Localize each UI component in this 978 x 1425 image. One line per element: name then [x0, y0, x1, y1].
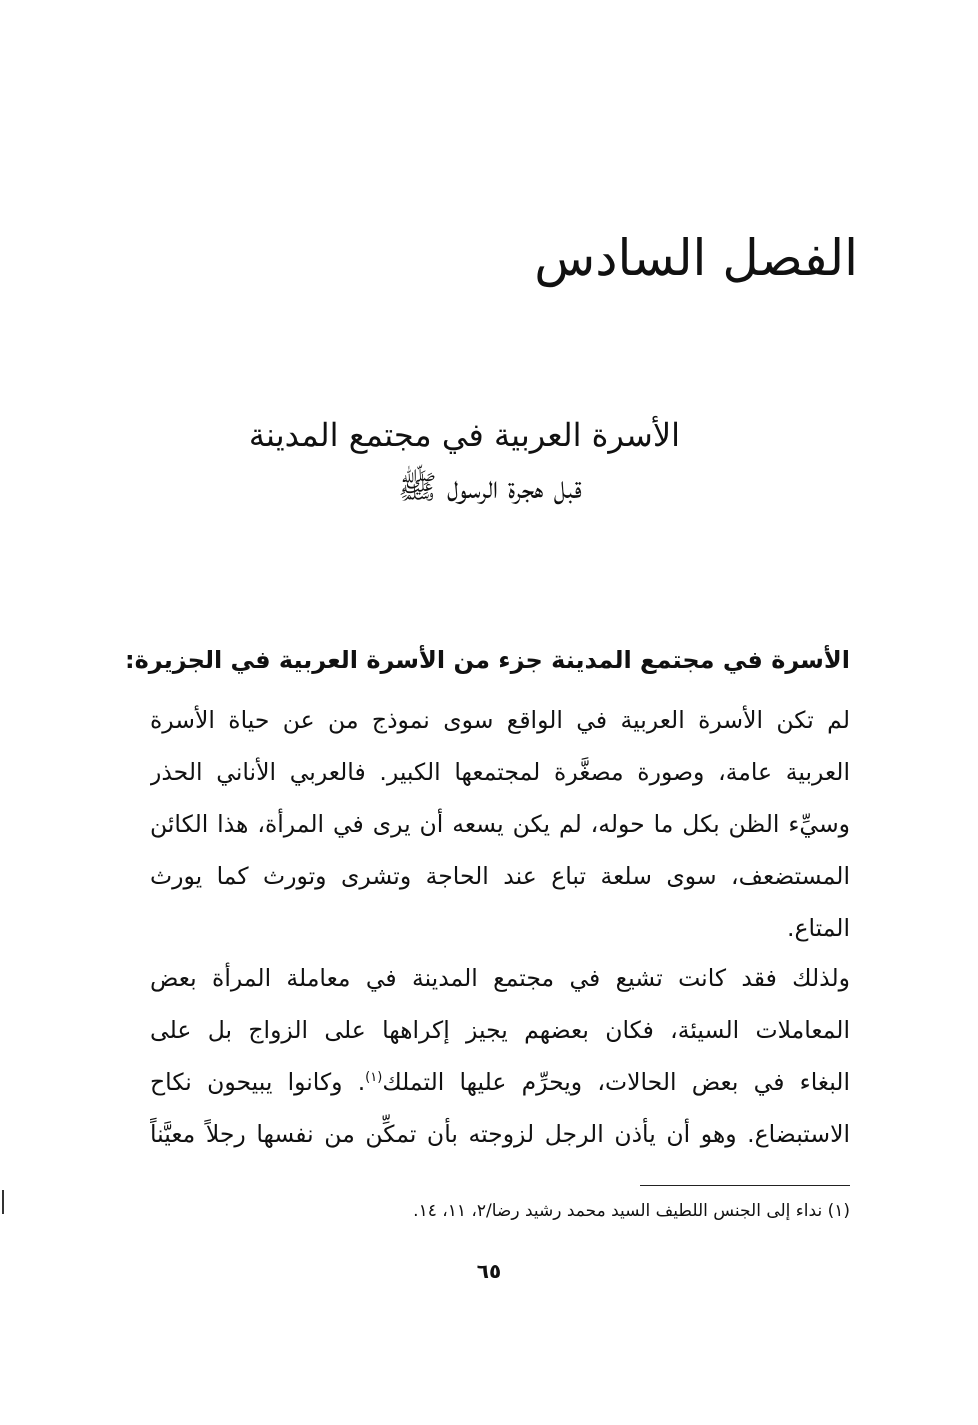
paragraph-line: الاستبضاع. وهو أن يأذن الرجل لزوجته بأن تمكِّن من نفسها رجلاً معيَّناً — [150, 1120, 850, 1148]
footnote-divider — [640, 1185, 850, 1186]
paragraph-line: المعاملات السيئة، فكان بعضهم يجيز إكراهها على الزواج بل على — [150, 1016, 850, 1044]
section-title-line-2: قبل هجرة الرسول ﷺ — [398, 468, 582, 506]
paragraph-line: لم تكن الأسرة العربية في الواقع سوى نموذج من عن حياة الأسرة — [150, 706, 850, 734]
scan-edge-mark — [2, 1190, 4, 1214]
paragraph-line-with-footnote — [150, 1056, 850, 1108]
paragraph-2 — [150, 952, 850, 1160]
footnote-reference: (١) — [365, 1070, 383, 1086]
paragraph-line: المستضعف، سوى سلعة تباع عند الحاجة وتشرى وتورث كما يورث — [150, 862, 850, 890]
page-number: ٦٥ — [476, 1259, 502, 1283]
paragraph-line-start: البغاء في بعض الحالات، ويحرِّم عليها التملك — [382, 1068, 850, 1096]
section-title-line-1: الأسرة العربية في مجتمع المدينة — [248, 416, 680, 454]
paragraph-1 — [150, 694, 850, 954]
subsection-heading: الأسرة في مجتمع المدينة جزء من الأسرة العربية في الجزيرة: — [125, 646, 850, 674]
paragraph-line: ولذلك فقد كانت تشيع في مجتمع المدينة في معاملة المرأة بعض — [150, 964, 850, 992]
paragraph-line: وسيِّء الظن بكل ما حوله، لم يكن يسعه أن يرى في المرأة، هذا الكائن — [150, 810, 850, 838]
footnote: (١) نداء إلى الجنس اللطيف السيد محمد رشيد رضا/٢، ١١، ١٤. — [413, 1201, 850, 1221]
chapter-title: الفصل السادس — [534, 229, 858, 287]
paragraph-line: العربية عامة، وصورة مصغَّرة لمجتمعها الكبير. فالعربي الأناني الحذر — [150, 758, 850, 786]
paragraph-line-end: . وكانوا يبيحون نكاح — [150, 1068, 366, 1096]
paragraph-line: المتاع. — [786, 914, 850, 942]
